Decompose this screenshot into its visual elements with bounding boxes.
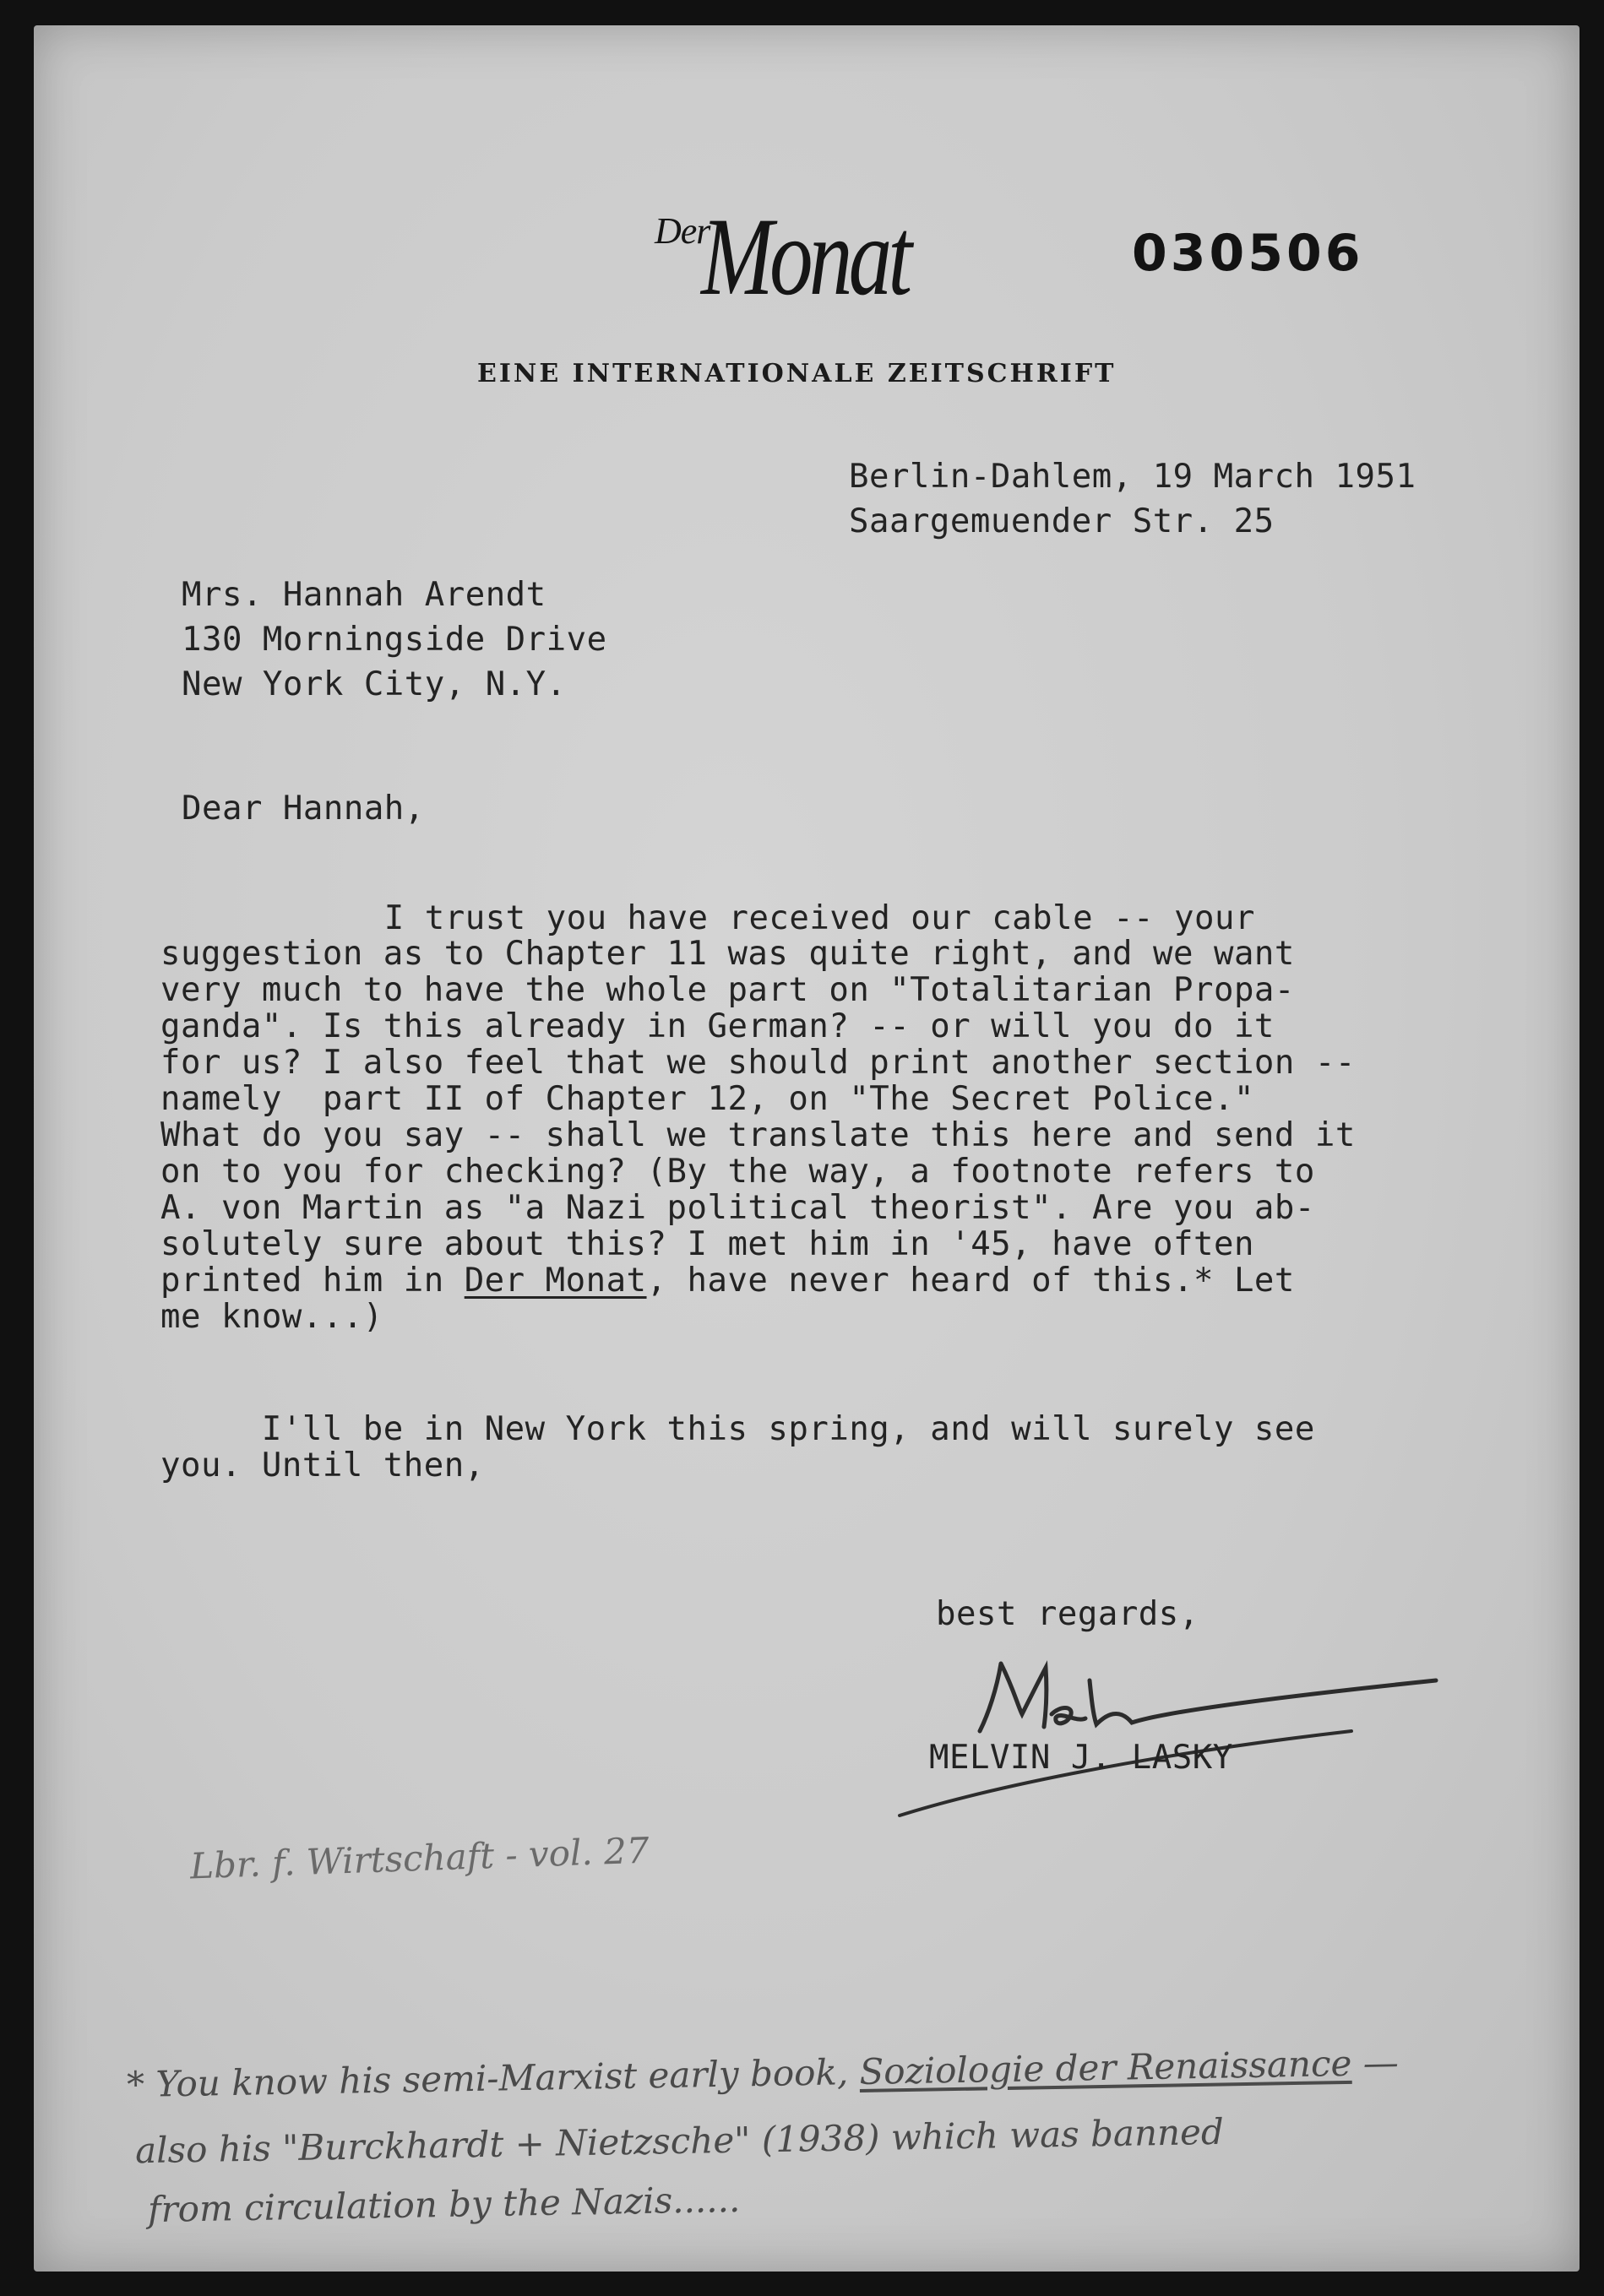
logo-der: Der: [655, 210, 710, 252]
body-line: [160, 1262, 1295, 1300]
signature-name: MELVIN J. LASKY: [929, 1739, 1233, 1777]
recipient-name: Mrs. Hannah Arendt: [182, 576, 546, 614]
body-line: A. von Martin as "a Nazi political theorist". Are you ab-: [160, 1189, 1315, 1227]
body-line: me know...): [160, 1298, 383, 1336]
body-line: you. Until then,: [160, 1447, 485, 1485]
recipient-city: New York City, N.Y.: [182, 665, 567, 703]
handwritten-footnote-line: from circulation by the Nazis......: [147, 2178, 741, 2231]
body-text: printed him in: [160, 1262, 465, 1300]
place-date: Berlin-Dahlem, 19 March 1951: [849, 458, 1416, 496]
footnote-underlined-book-title: Soziologie der Renaissance: [859, 2042, 1352, 2092]
letterhead-subtitle: EINE INTERNATIONALE ZEITSCHRIFT: [477, 359, 1117, 388]
body-line: very much to have the whole part on "Totalitarian Propa-: [160, 971, 1295, 1009]
document-number: 030506: [1132, 224, 1364, 283]
logo-monat: Monat: [701, 194, 909, 318]
body-line: I trust you have received our cable -- your: [182, 899, 1255, 937]
footnote-text: * You know his semi-Marxist early book,: [126, 2051, 860, 2106]
body-line: suggestion as to Chapter 11 was quite right, and we want: [160, 935, 1295, 973]
body-line: solutely sure about this? I met him in '45, have often: [160, 1225, 1254, 1263]
closing: best regards,: [936, 1595, 1199, 1633]
salutation: Dear Hannah,: [182, 790, 425, 828]
handwritten-archive-note: Lbr. f. Wirtschaft - vol. 27: [189, 1829, 650, 1887]
body-line: ganda". Is this already in German? -- or will you do it: [160, 1007, 1275, 1045]
body-line: namely part II of Chapter 12, on "The Secret Police.": [160, 1080, 1254, 1118]
body-line: for us? I also feel that we should print another section --: [160, 1044, 1356, 1082]
underlined-title-der-monat: Der Monat: [464, 1262, 647, 1300]
body-line: What do you say -- shall we translate this here and send it: [160, 1116, 1356, 1154]
body-text: , have never heard of this.* Let: [646, 1262, 1295, 1300]
handwritten-signature: [878, 1630, 1470, 1824]
footnote-text: —: [1351, 2041, 1400, 2084]
recipient-street: 130 Morningside Drive: [182, 621, 607, 659]
handwritten-footnote-line: also his "Burckhardt + Nietzsche" (1938) which was banned: [134, 2110, 1225, 2172]
body-line: on to you for checking? (By the way, a footnote refers to: [160, 1153, 1315, 1191]
body-line: I'll be in New York this spring, and will surely see: [160, 1410, 1315, 1448]
sender-street: Saargemuender Str. 25: [849, 502, 1275, 540]
